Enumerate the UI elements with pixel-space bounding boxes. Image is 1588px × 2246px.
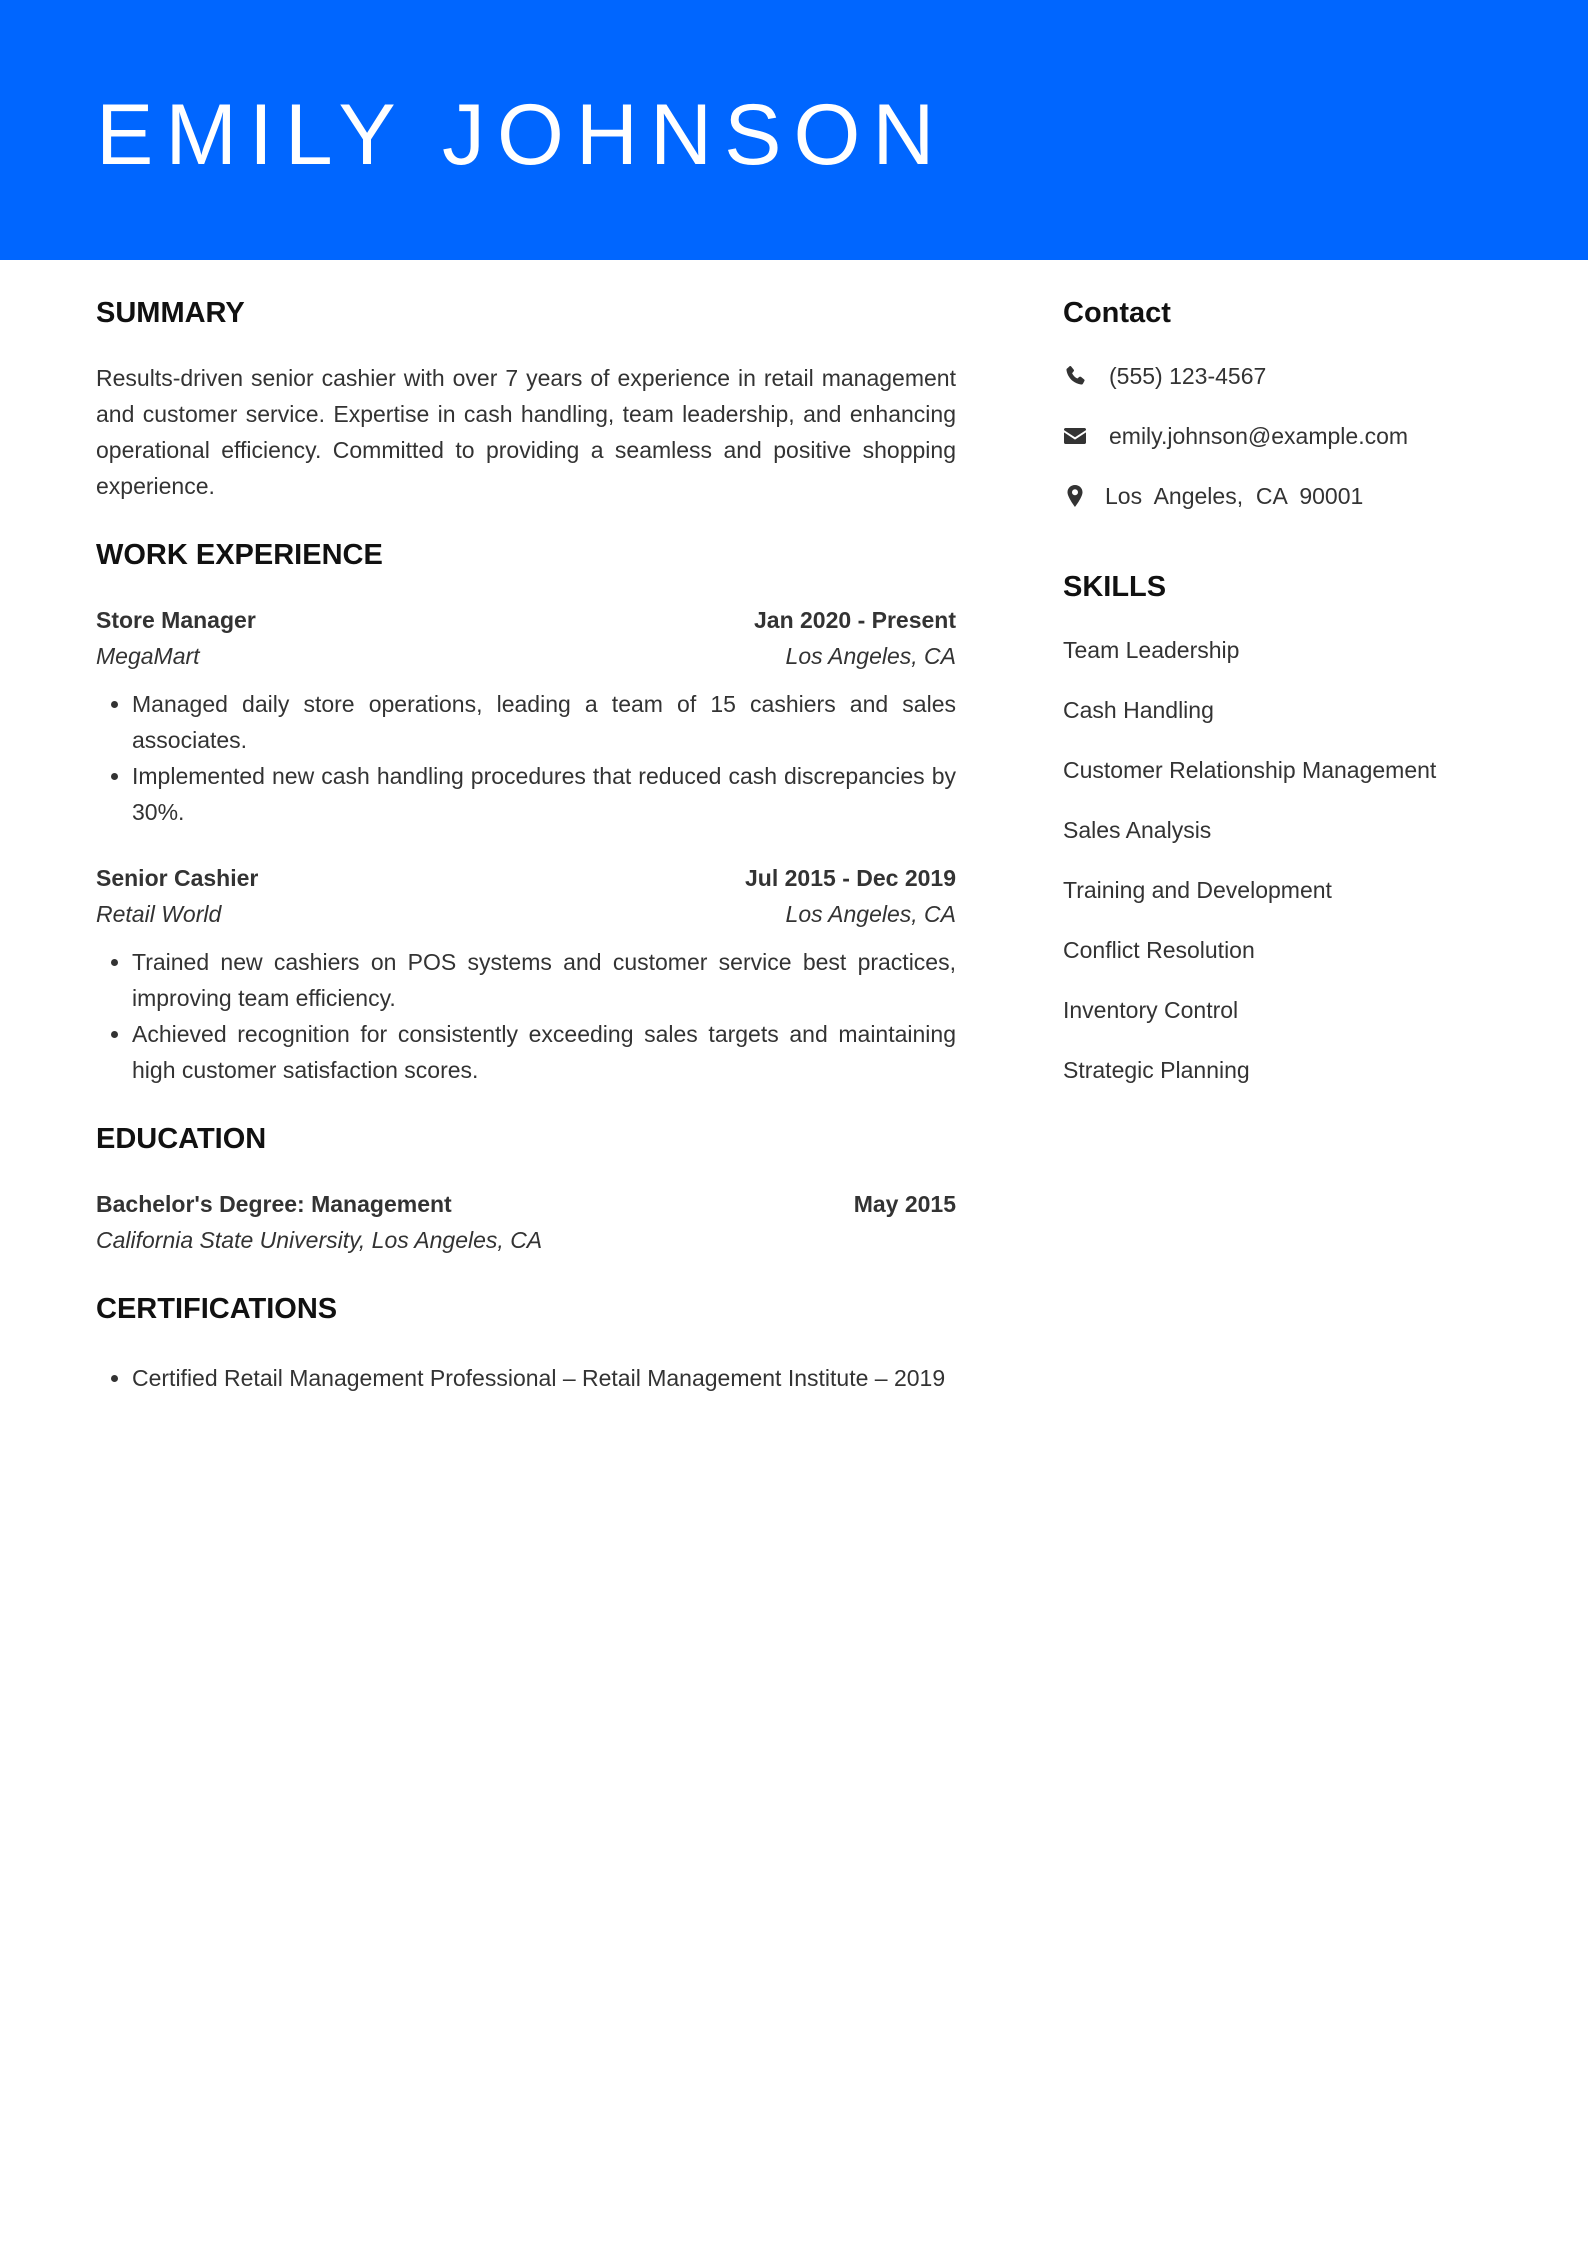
job-location: Los Angeles, CA (785, 643, 956, 669)
work-experience-section (96, 532, 956, 1088)
job-role: Store Manager (96, 607, 256, 633)
job-dates: Jan 2020 - Present (753, 607, 956, 633)
job-bullet: • Trained new cashiers on POS systems and customer service best practices, improving team efficiency. (132, 944, 956, 1016)
job-entry (96, 602, 956, 830)
job-bullets (96, 686, 956, 830)
job-location: Los Angeles, CA (785, 901, 956, 927)
education-entry (96, 1186, 956, 1258)
location-text: Los Angeles, CA 90001 (1105, 483, 1364, 509)
summary-text: Results-driven senior cashier with over 7 years of experience in retail management and customer service. Expertise in cash handling, team leadership, and enhancing operational efficiency. Committed to providing a seamless and positive shopping experience. (96, 365, 956, 499)
header-banner (0, 0, 1588, 260)
job-bullet: • Achieved recognition for consistently exceeding sales targets and maintaining high customer satisfaction scores. (132, 1016, 956, 1088)
certification-item: • Certified Retail Management Professional – Retail Management Institute – 2019 (132, 1360, 956, 1396)
degree-date: May 2015 (853, 1191, 956, 1217)
job-bullets (96, 944, 956, 1088)
contact-email (1063, 418, 1493, 454)
work-experience-title: WORK EXPERIENCE (96, 539, 383, 571)
job-bullet: • Managed daily store operations, leading a team of 15 cashiers and sales associates. (132, 686, 956, 758)
summary-section (96, 290, 956, 504)
education-section (96, 1116, 956, 1258)
skill-item: Training and Development (1063, 877, 1332, 903)
skill-item: Team Leadership (1063, 637, 1240, 663)
envelope-icon (1063, 424, 1087, 448)
skills-section (1063, 564, 1493, 1088)
job-company: Retail World (96, 901, 222, 927)
skill-item: Conflict Resolution (1063, 937, 1255, 963)
skill-item: Customer Relationship Management (1063, 757, 1437, 783)
certifications-title: CERTIFICATIONS (96, 1293, 338, 1325)
candidate-name: EMILY JOHNSON (96, 87, 947, 183)
job-dates: Jul 2015 - Dec 2019 (745, 865, 956, 891)
contact-location (1063, 478, 1493, 514)
map-marker-icon (1063, 484, 1087, 508)
contact-section (1063, 290, 1493, 514)
certification-list (96, 1360, 956, 1396)
job-role: Senior Cashier (96, 865, 259, 891)
skill-item: Sales Analysis (1063, 817, 1212, 843)
summary-title: SUMMARY (96, 297, 245, 329)
certifications-section (96, 1286, 956, 1396)
sidebar-column (1063, 290, 1493, 1112)
phone-number[interactable]: (555) 123-4567 (1109, 363, 1267, 389)
education-title: EDUCATION (96, 1123, 267, 1155)
contact-phone (1063, 358, 1493, 394)
skill-item: Cash Handling (1063, 697, 1214, 723)
job-bullet: • Implemented new cash handling procedures that reduced cash discrepancies by 30%. (132, 758, 956, 830)
skill-item: Inventory Control (1063, 997, 1239, 1023)
skills-list (1063, 632, 1493, 1088)
email-address[interactable]: emily.johnson@example.com (1109, 423, 1409, 449)
skill-item: Strategic Planning (1063, 1057, 1250, 1083)
job-company: MegaMart (96, 643, 200, 669)
job-entry (96, 860, 956, 1088)
degree: Bachelor's Degree: Management (96, 1191, 452, 1217)
main-column (96, 290, 956, 1396)
contact-title: Contact (1063, 297, 1171, 329)
school: California State University, Los Angeles, CA (96, 1227, 543, 1253)
phone-icon (1063, 364, 1087, 388)
skills-title: SKILLS (1063, 571, 1167, 603)
